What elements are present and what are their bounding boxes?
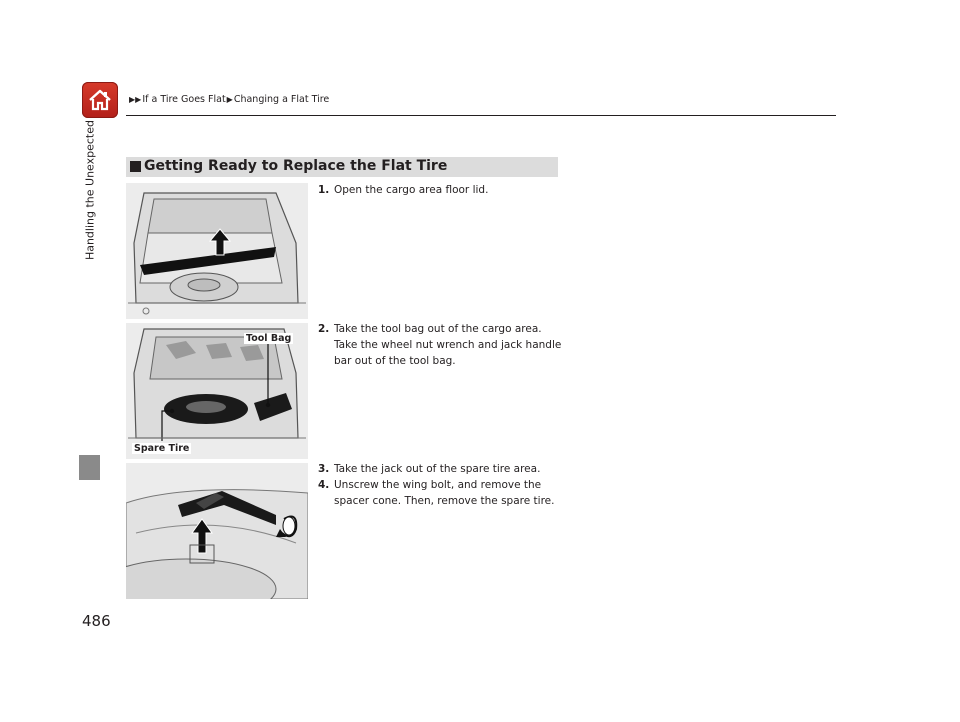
page-number: 486	[82, 612, 111, 630]
chapter-marker-block	[79, 455, 100, 480]
chapter-side-tab[interactable]	[79, 120, 100, 457]
breadcrumb-current[interactable]: Changing a Flat Tire	[233, 94, 330, 105]
section-title: Getting Ready to Replace the Flat Tire	[144, 158, 448, 174]
section-heading	[126, 157, 558, 177]
callout-spare-tire: Spare Tire	[134, 443, 190, 454]
square-bullet-icon	[130, 161, 141, 172]
jack-removal-illustration	[126, 463, 308, 599]
step-number: 3.	[318, 463, 330, 475]
step-2	[318, 321, 563, 369]
step-text: Unscrew the wing bolt, and remove the spacer cone. Then, remove the spare tire.	[334, 479, 555, 507]
step-text: Take the jack out of the spare tire area.	[334, 463, 541, 475]
header-rule	[126, 115, 836, 116]
cargo-floor-lid-illustration	[126, 183, 308, 319]
step-number: 2.	[318, 323, 330, 335]
step-number: 1.	[318, 184, 330, 196]
step-4	[318, 477, 563, 509]
breadcrumb-arrow-icon: ▶▶	[129, 95, 142, 104]
breadcrumb-arrow-icon: ▶	[226, 95, 233, 104]
step-3	[318, 461, 563, 477]
step-1	[318, 182, 563, 198]
step-text: Open the cargo area floor lid.	[334, 184, 489, 196]
chapter-title: Handling the Unexpected	[83, 120, 96, 261]
home-icon[interactable]	[82, 82, 118, 118]
breadcrumb	[128, 94, 329, 105]
callout-tool-bag: Tool Bag	[246, 333, 292, 344]
step-text: Take the tool bag out of the cargo area. Take the wheel nut wrench and jack handle bar out of the tool bag.	[334, 323, 562, 367]
step-number: 4.	[318, 479, 330, 491]
breadcrumb-link-flat-tire[interactable]: If a Tire Goes Flat	[142, 94, 226, 105]
